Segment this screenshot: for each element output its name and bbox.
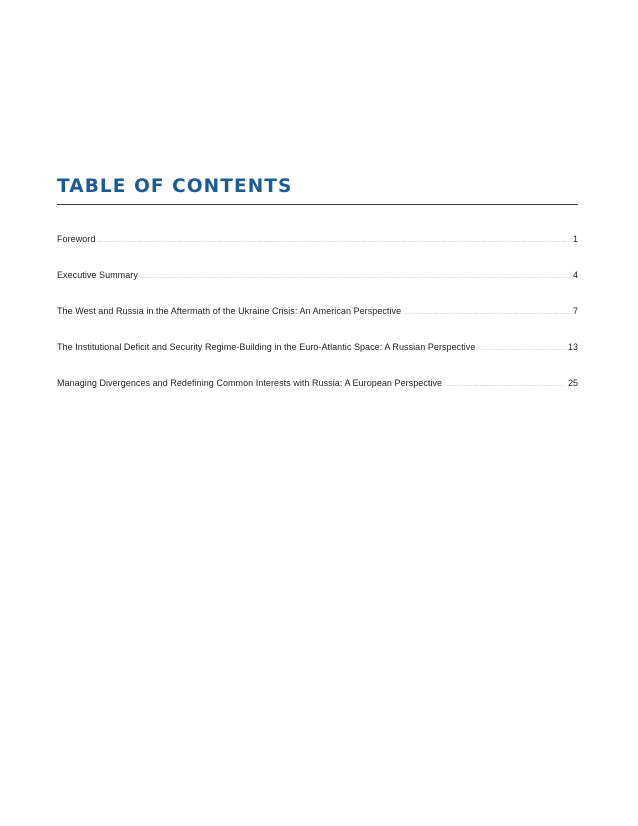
toc-entry-page: 13 xyxy=(567,342,578,352)
toc-list xyxy=(57,233,578,413)
toc-entry-label: Managing Divergences and Redefining Common Interests with Russia: A European Perspective xyxy=(57,378,445,388)
page-title: TABLE OF CONTENTS xyxy=(57,176,293,197)
toc-entry-russian-perspective[interactable] xyxy=(57,341,578,353)
toc-entry-page: 4 xyxy=(572,270,578,280)
dot-leader xyxy=(446,379,564,391)
toc-entry-page: 25 xyxy=(567,378,578,388)
toc-entry-executive-summary[interactable] xyxy=(57,269,578,281)
toc-entry-label: The West and Russia in the Aftermath of the Ukraine Crisis: An American Perspective xyxy=(57,306,402,316)
dot-leader xyxy=(96,235,572,247)
toc-entry-label: The Institutional Deficit and Security Regime-Building in the Euro-Atlantic Space: A Russian Perspective xyxy=(57,342,478,352)
dot-leader xyxy=(479,343,567,355)
toc-entry-page: 7 xyxy=(572,306,578,316)
toc-entry-european-perspective[interactable] xyxy=(57,377,578,389)
toc-entry-foreword[interactable] xyxy=(57,233,578,245)
toc-entry-label: Foreword xyxy=(57,234,96,244)
toc-entry-label: Executive Summary xyxy=(57,270,138,280)
toc-entry-american-perspective[interactable] xyxy=(57,305,578,317)
title-divider xyxy=(57,204,578,205)
toc-entry-page: 1 xyxy=(572,234,578,244)
dot-leader xyxy=(139,271,572,283)
dot-leader xyxy=(402,307,572,319)
